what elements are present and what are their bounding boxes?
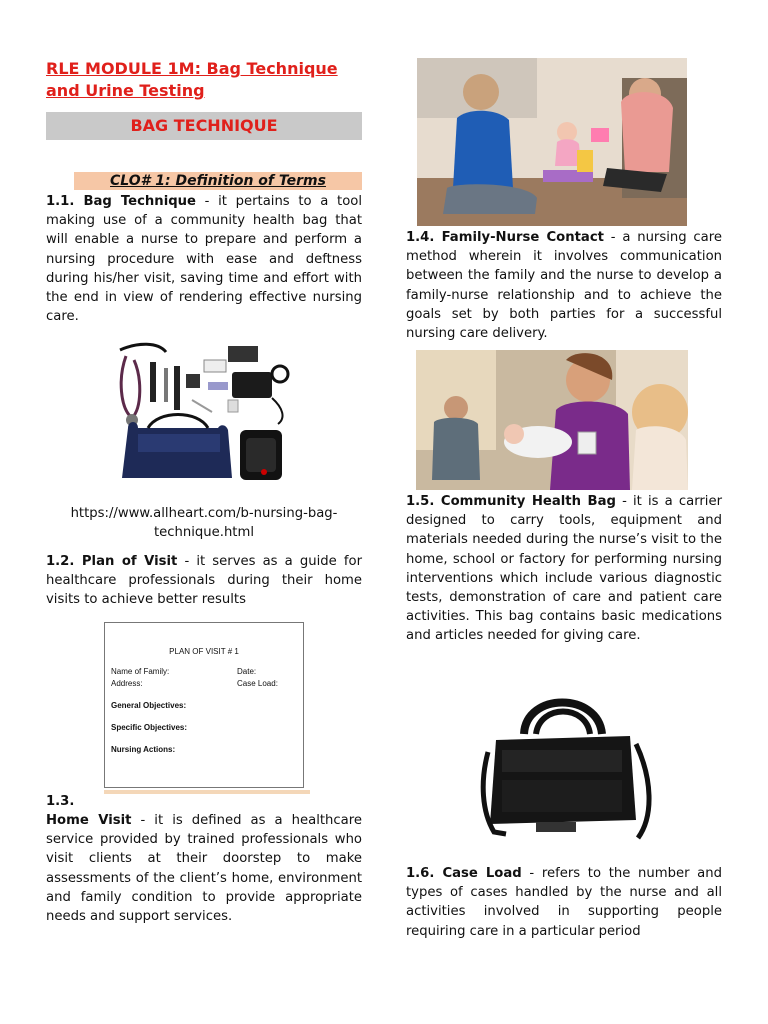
term-family-nurse-contact <box>406 228 722 343</box>
term-text: - it is defined as a healthcare service provided by trained professionals who visit clients at their doorstep to make assessments of the client’s home, environment and family condition to provide appropriate needs and support services. <box>46 813 362 925</box>
term-text: - refers to the number and types of cases handled by the nurse and all activities involved in supporting people requiring care in a particular period <box>406 866 722 939</box>
term-home-visit <box>46 811 362 926</box>
nurse-newborn-photo <box>416 350 688 490</box>
term-text: - it is a carrier designed to carry tools, equipment and materials needed during the nurse’s visit to the home, school or factory for performing nursing interventions which include various diagnostic tests, demonstration of care and patient care activities. This bag contains basic medications and articles needed for giving care. <box>406 494 723 644</box>
term-label: Home Visit <box>46 813 132 828</box>
clo-heading: CLO# 1: Definition of Terms <box>74 172 362 190</box>
term-plan-of-visit <box>46 552 362 610</box>
plan-general-objectives: General Objectives: <box>111 701 187 710</box>
plan-header: PLAN OF VISIT # 1 <box>169 647 239 656</box>
term-label: 1.1. Bag Technique <box>46 194 196 209</box>
plan-address: Address: <box>111 679 143 688</box>
term-label: 1.5. Community Health Bag <box>406 494 616 509</box>
nursing-tools-bag-photo <box>108 338 298 490</box>
black-bag-photo <box>476 682 656 848</box>
plan-case-load: Case Load: <box>237 679 278 688</box>
image-source-caption: https://www.allheart.com/b-nursing-bag-technique.html <box>70 506 338 541</box>
term-label: 1.4. Family-Nurse Contact <box>406 230 604 245</box>
term-text: - it pertains to a tool making use of a community health bag that will enable a nurse to prepare and perform a nursing procedure with ease and deftness during his/her visit, saving time and effort with the end in view of rendering effective nursing care. <box>46 194 362 325</box>
plan-name-of-family: Name of Family: <box>111 667 170 676</box>
term-number: 1.3. <box>46 794 75 809</box>
plan-specific-objectives: Specific Objectives: <box>111 723 188 732</box>
term-home-visit-number <box>46 792 362 811</box>
plan-date: Date: <box>237 667 257 676</box>
term-case-load <box>406 864 722 941</box>
term-bag-technique <box>46 192 362 326</box>
term-community-health-bag <box>406 492 722 646</box>
term-label: 1.2. Plan of Visit <box>46 554 178 569</box>
family-visit-photo <box>417 58 687 226</box>
term-text: - it serves as a guide for healthcare professionals during their home visits to achieve better results <box>46 554 362 608</box>
plan-nursing-actions: Nursing Actions: <box>111 745 176 754</box>
document-title: RLE MODULE 1M: Bag Technique and Urine Testing <box>46 59 338 100</box>
term-label: 1.6. Case Load <box>406 866 522 881</box>
term-text: - a nursing care method wherein it involves communication between the family and the nurse to develop a family-nurse relationship and to achieve the goals set by both parties for a successful nursing care delivery. <box>406 230 722 342</box>
plan-of-visit-form <box>104 622 304 788</box>
section-banner: BAG TECHNIQUE <box>46 112 362 140</box>
